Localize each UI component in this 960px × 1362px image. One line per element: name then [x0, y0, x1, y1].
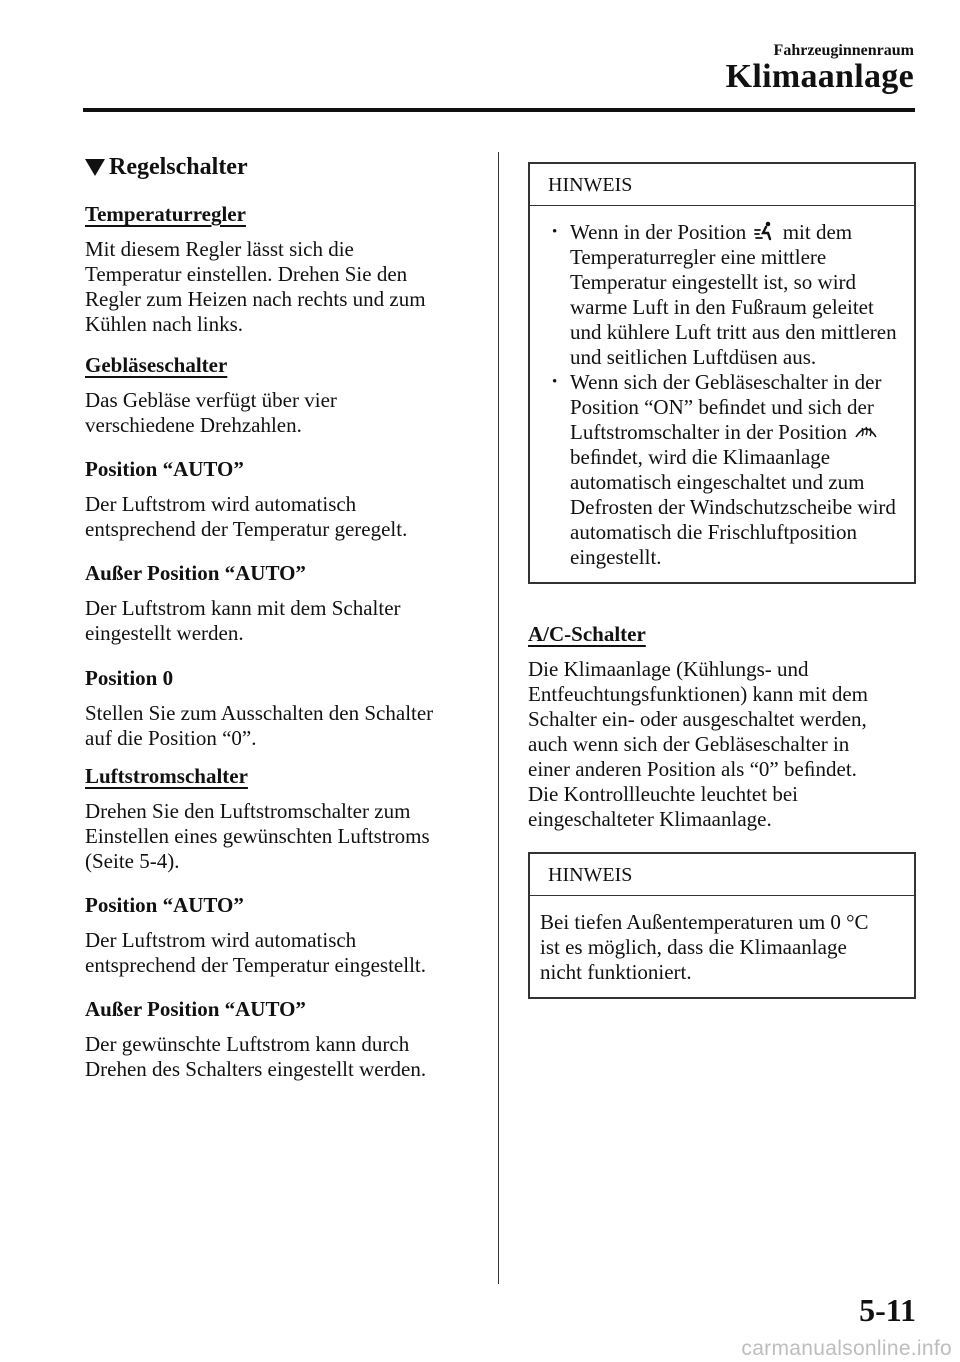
- temp-text: Mit diesem Regler lässt sich die Temperatur einstellen. Drehen Sie den Regler zum Heizen nach rechts und zum Kühlen nach links.: [85, 237, 426, 336]
- fan-text: Das Gebläse verfügt über vier verschiedene Drehzahlen.: [85, 388, 337, 437]
- fan-not-auto-heading: Außer Position “AUTO”: [85, 561, 306, 585]
- watermark: carmanualsonline.info: [741, 1337, 952, 1360]
- fan-heading: Gebläseschalter: [85, 353, 228, 377]
- airflow-not-auto-heading: Außer Position “AUTO”: [85, 997, 306, 1021]
- note-item-2-post: beﬁndet, wird die Klimaanlage automatisch eingeschaltet und zum Defrosten der Windschutzscheibe wird automatisch die Frischluftposition eingestellt.: [570, 445, 896, 569]
- floor-airflow-icon: [753, 221, 775, 241]
- triangle-down-icon: [85, 159, 105, 176]
- note-heading-2: HINWEIS: [530, 854, 914, 896]
- note-box-1: [528, 162, 916, 584]
- fan-zero-heading: Position 0: [85, 666, 174, 690]
- note-body-1: [530, 206, 914, 582]
- fan-auto-heading: Position “AUTO”: [85, 457, 244, 481]
- note-text-2: Bei tiefen Außentemperaturen um 0 °C ist es möglich, dass die Klimaanlage nicht funktioniert.: [540, 910, 869, 984]
- section-title: [85, 155, 480, 180]
- airflow-heading: Luftstromschalter: [85, 764, 248, 788]
- note-item-2-pre: Wenn sich der Gebläseschalter in der Position “ON” beﬁndet und sich der Luftstromschalter in der Position: [570, 370, 882, 444]
- left-column: [85, 155, 480, 1082]
- page-number: 5-11: [859, 1292, 916, 1328]
- column-divider: [498, 152, 499, 1284]
- note-body-2: [530, 896, 914, 997]
- airflow-auto-heading: Position “AUTO”: [85, 893, 244, 917]
- header-section-label: Fahrzeuginnenraum: [773, 42, 914, 59]
- airflow-auto-text: Der Luftstrom wird automatisch entsprechend der Temperatur eingestellt.: [85, 928, 427, 977]
- fan-zero-text: Stellen Sie zum Ausschalten den Schalter auf die Position “0”.: [85, 701, 434, 750]
- header-rule: [83, 108, 915, 112]
- defrost-icon: [854, 421, 878, 441]
- page-title: Klimaanlage: [725, 58, 914, 95]
- note-item-1-post: mit dem Temperaturregler eine mittlere Temperatur eingestellt ist, so wird warme Luft in den Fußraum geleitet und kühlere Luft tritt aus den mittleren und seitlichen Luftdüsen aus.: [570, 220, 897, 369]
- ac-heading: A/C-Schalter: [528, 622, 646, 646]
- ac-text: Die Klimaanlage (Kühlungs- und Entfeuchtungsfunktionen) kann mit dem Schalter ein- oder ausgeschaltet werden, auch wenn sich der Gebläseschalter in einer anderen Position als “0” beﬁndet. Die Kontrollleuchte leuchtet bei eingeschalteter Klimaanlage.: [528, 657, 869, 831]
- note-item-1: [540, 220, 904, 370]
- section-title-text: Regelschalter: [109, 154, 248, 180]
- note-heading-1: HINWEIS: [530, 164, 914, 206]
- temp-heading: Temperaturregler: [85, 202, 246, 226]
- fan-not-auto-text: Der Luftstrom kann mit dem Schalter eingestellt werden.: [85, 596, 401, 645]
- airflow-text: Drehen Sie den Luftstromschalter zum Einstellen eines gewünschten Luftstroms (Seite 5-4).: [85, 799, 430, 873]
- fan-auto-text: Der Luftstrom wird automatisch entsprechend der Temperatur geregelt.: [85, 492, 408, 541]
- note-item-1-pre: Wenn in der Position: [570, 220, 747, 244]
- airflow-not-auto-text: Der gewünschte Luftstrom kann durch Drehen des Schalters eingestellt werden.: [85, 1032, 427, 1081]
- note-box-2: [528, 852, 916, 999]
- right-column: [528, 162, 916, 999]
- note-item-2: [540, 370, 904, 570]
